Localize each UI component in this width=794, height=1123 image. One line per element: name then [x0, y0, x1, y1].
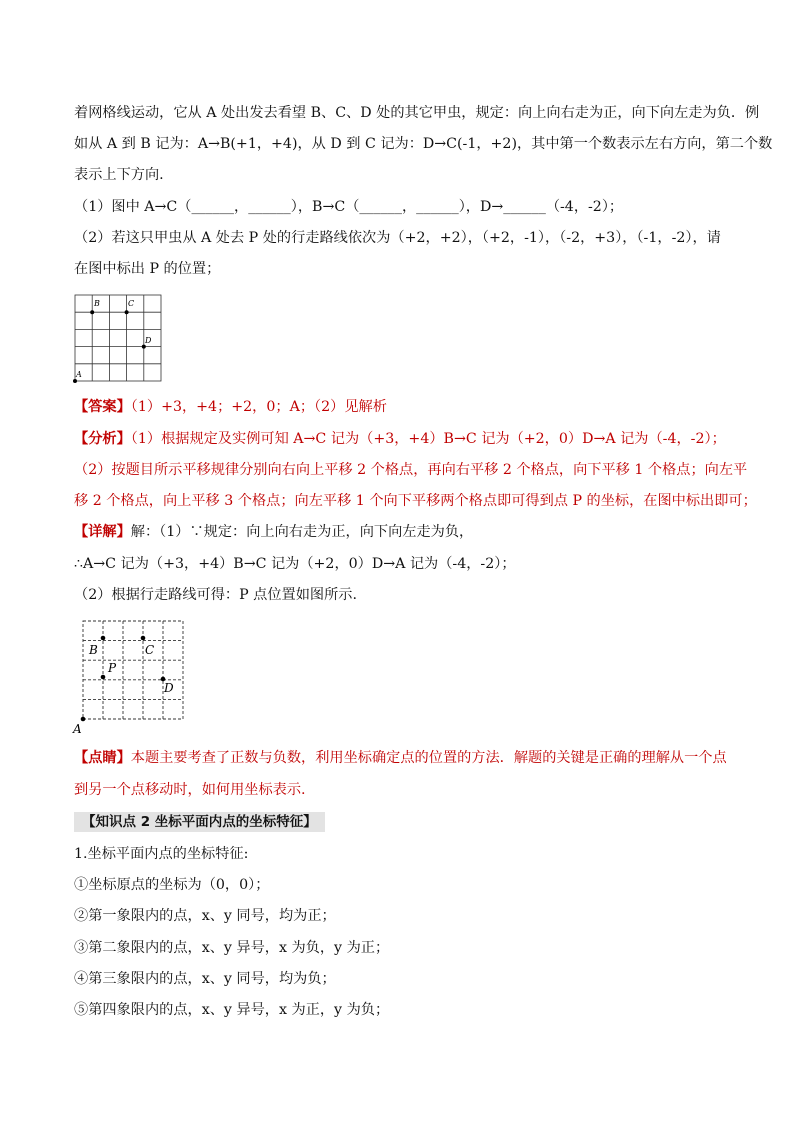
label-p: P [108, 661, 117, 675]
knowledge-item-5: ⑤第四象限内的点，x、y 异号，x 为正，y 为负； [74, 1002, 390, 1018]
knowledge-item-2: ②第一象限内的点，x、y 同号，均为正； [74, 908, 336, 924]
answer-tag: 【答案】 [74, 399, 131, 415]
point-c [125, 310, 129, 314]
detail-line-1: 【详解】解：（1）∵规定：向上向右走为正，向下向左走为负， [74, 524, 474, 540]
label-d: D [164, 681, 174, 695]
point-d [142, 345, 146, 349]
comment-line-2: 到另一个点移动时，如何用坐标表示. [74, 782, 306, 798]
label-b: B [89, 643, 98, 657]
comment-tag: 【点睛】 [74, 750, 131, 766]
analysis-line-2: （2）按题目所示平移规律分别向右向上平移 2 个格点，再向右平移 2 个格点，向下平移 1 个格点；向左平 [74, 462, 748, 478]
label-b: B [94, 299, 100, 308]
analysis-line-1: 【分析】（1）根据规定及实例可知 A→C 记为（+3，+4）B→C 记为（+2，0）D→A 记为（-4，-2）； [74, 431, 726, 447]
point-a [81, 717, 86, 722]
question-2-line-2: 在图中标出 P 的位置； [74, 261, 221, 277]
label-c: C [145, 643, 155, 657]
comment-line-1: 【点睛】本题主要考查了正数与负数，利用坐标确定点的位置的方法．解题的关键是正确的理解从一个点 [74, 750, 727, 766]
detail-line-2: ∴A→C 记为（+3，+4）B→C 记为（+2，0）D→A 记为（-4，-2）； [74, 556, 516, 572]
label-a: A [76, 370, 82, 379]
knowledge-heading: 1.坐标平面内点的坐标特征: [74, 846, 249, 862]
point-c [141, 636, 146, 641]
analysis-tag: 【分析】 [74, 431, 131, 447]
intro-line-1: 着网格线运动，它从 A 处出发去看望 B、C、D 处的其它甲虫，规定：向上向右走为正，向下向左走为负．例 [74, 105, 760, 121]
grid-figure-1 [70, 290, 166, 386]
grid-figure-2 [70, 613, 190, 739]
intro-line-3: 表示上下方向. [74, 167, 164, 183]
question-2-line-1: （2）若这只甲虫从 A 处去 P 处的行走路线依次为（+2，+2），（+2，-1），（-2，+3），（-1，-2），请 [74, 230, 721, 246]
point-b [101, 636, 106, 641]
label-c: C [128, 299, 135, 308]
point-b [90, 310, 94, 314]
label-d: D [145, 336, 152, 345]
detail-tag: 【详解】 [74, 524, 131, 540]
analysis-line-3: 移 2 个格点，向上平移 3 个格点；向左平移 1 个向下平移两个格点即可得到点 P 的坐标，在图中标出即可； [74, 493, 757, 509]
intro-line-2: 如从 A 到 B 记为：A→B(+1，+4)，从 D 到 C 记为：D→C(-1，+2)，其中第一个数表示左右方向，第二个数 [74, 136, 773, 152]
knowledge-item-3: ③第二象限内的点，x、y 异号，x 为负，y 为正； [74, 940, 390, 956]
point-a [73, 379, 77, 383]
question-1: （1）图中 A→C（______，______），B→C（______，______），D→______（-4，-2）； [74, 199, 624, 215]
point-p [101, 675, 106, 680]
answer-line [74, 397, 387, 417]
knowledge-item-1: ①坐标原点的坐标为（0，0）； [74, 877, 270, 893]
knowledge-item-4: ④第三象限内的点，x、y 同号，均为负； [74, 971, 336, 987]
knowledge-badge: 【知识点 2 坐标平面内点的坐标特征】 [74, 812, 325, 832]
label-a: A [73, 722, 82, 736]
answer-text: （1）+3，+4；+2，0；A；（2）见解析 [130, 399, 387, 415]
detail-line-3: （2）根据行走路线可得：P 点位置如图所示. [74, 587, 357, 603]
